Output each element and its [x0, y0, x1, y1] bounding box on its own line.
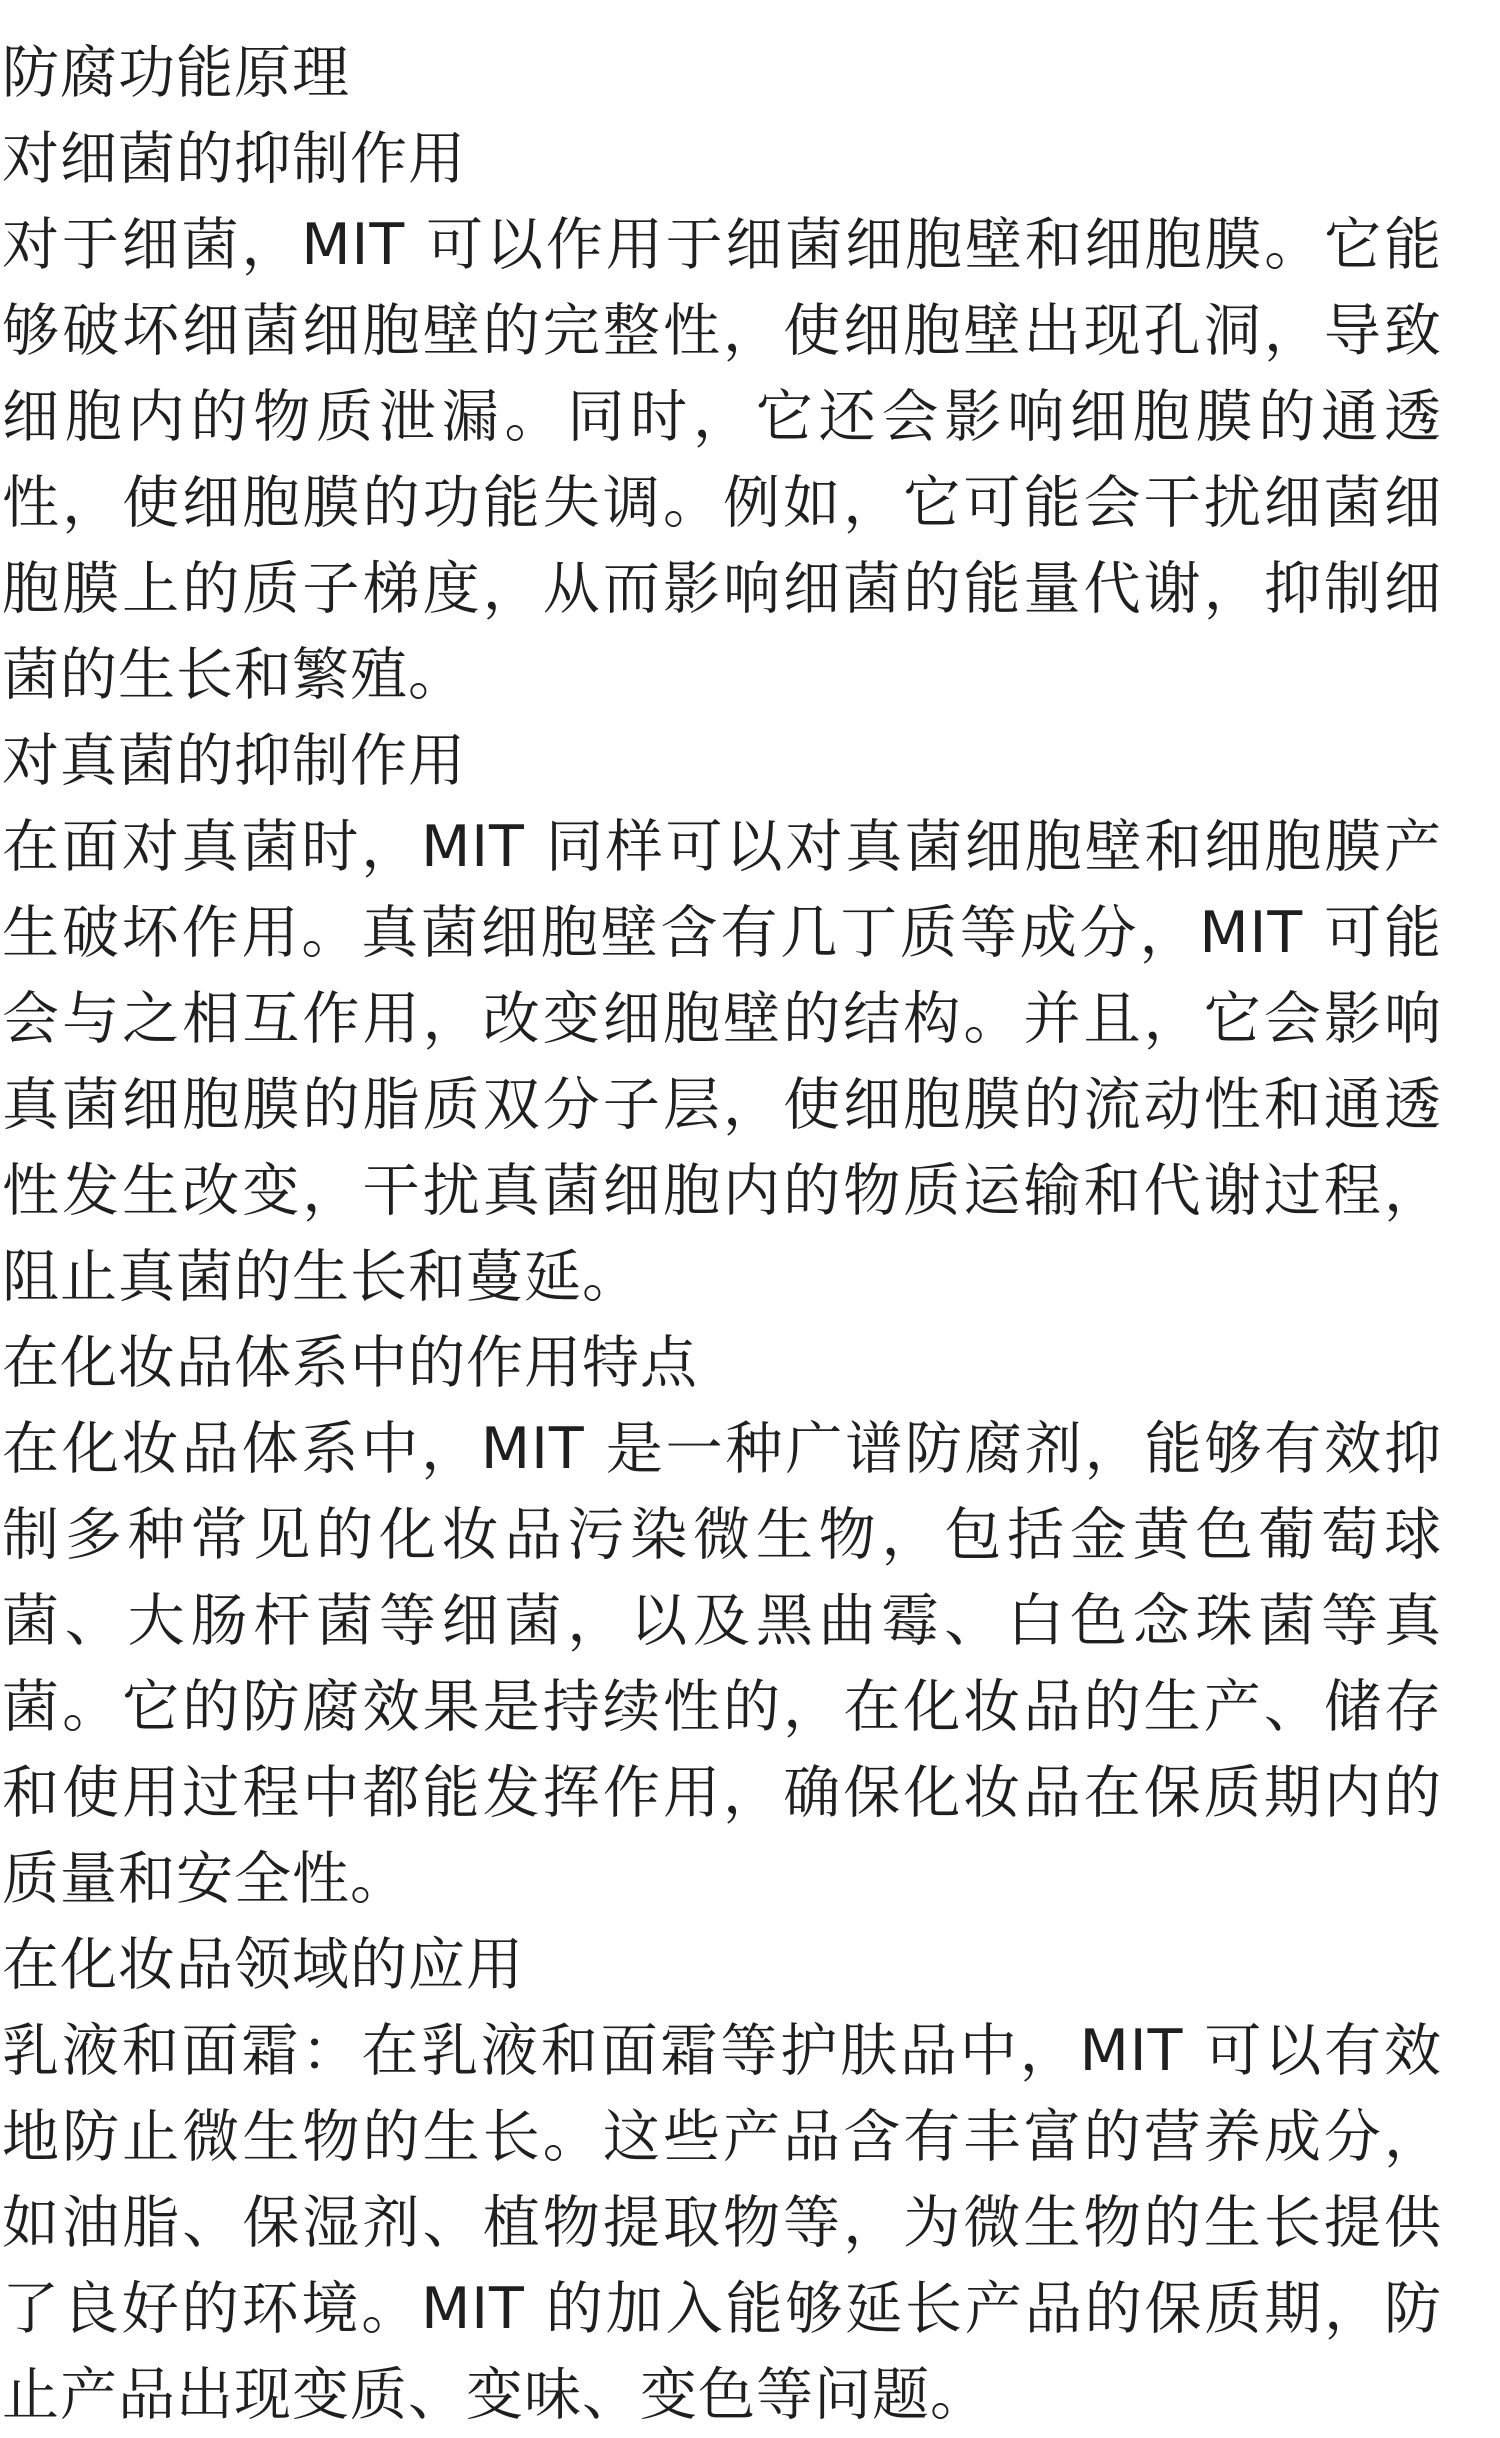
subheading-fungi: 对真菌的抑制作用 [2, 728, 466, 794]
paragraph-bacteria: 对于细菌，MIT 可以作用于细菌细胞壁和细胞膜。它能够破坏细菌细胞壁的完整性，使细胞壁出现孔洞，导致细胞内的物质泄漏。同时，它还会影响细胞膜的通透性，使细胞膜的功能失调。例如，它可能会干扰细菌细胞膜上的质子梯度，从而影响细菌的能量代谢，抑制细菌的生长和繁殖。 [2, 212, 1442, 708]
paragraph-features: 在化妆品体系中，MIT 是一种广谱防腐剂，能够有效抑制多种常见的化妆品污染微生物，包括金黄色葡萄球菌、大肠杆菌等细菌，以及黑曲霉、白色念珠菌等真菌。它的防腐效果是持续性的，在化妆品的生产、储存和使用过程中都能发挥作用，确保化妆品在保质期内的质量和安全性。 [2, 1416, 1442, 1912]
article-body [2, 30, 1442, 2438]
subheading-features: 在化妆品体系中的作用特点 [2, 1330, 698, 1396]
section-heading-principle: 防腐功能原理 [2, 40, 350, 106]
paragraph-fungi: 在面对真菌时，MIT 同样可以对真菌细胞壁和细胞膜产生破坏作用。真菌细胞壁含有几丁质等成分，MIT 可能会与之相互作用，改变细胞壁的结构。并且，它会影响真菌细胞膜的脂质双分子层，使细胞膜的流动性和通透性发生改变，干扰真菌细胞内的物质运输和代谢过程，阻止真菌的生长和蔓延。 [2, 814, 1442, 1310]
subheading-bacteria: 对细菌的抑制作用 [2, 126, 466, 192]
paragraph-lotion: 乳液和面霜：在乳液和面霜等护肤品中，MIT 可以有效地防止微生物的生长。这些产品含有丰富的营养成分，如油脂、保湿剂、植物提取物等，为微生物的生长提供了良好的环境。MIT 的加入能够延长产品的保质期，防止产品出现变质、变味、变色等问题。 [2, 2018, 1442, 2428]
subheading-application: 在化妆品领域的应用 [2, 1932, 524, 1998]
